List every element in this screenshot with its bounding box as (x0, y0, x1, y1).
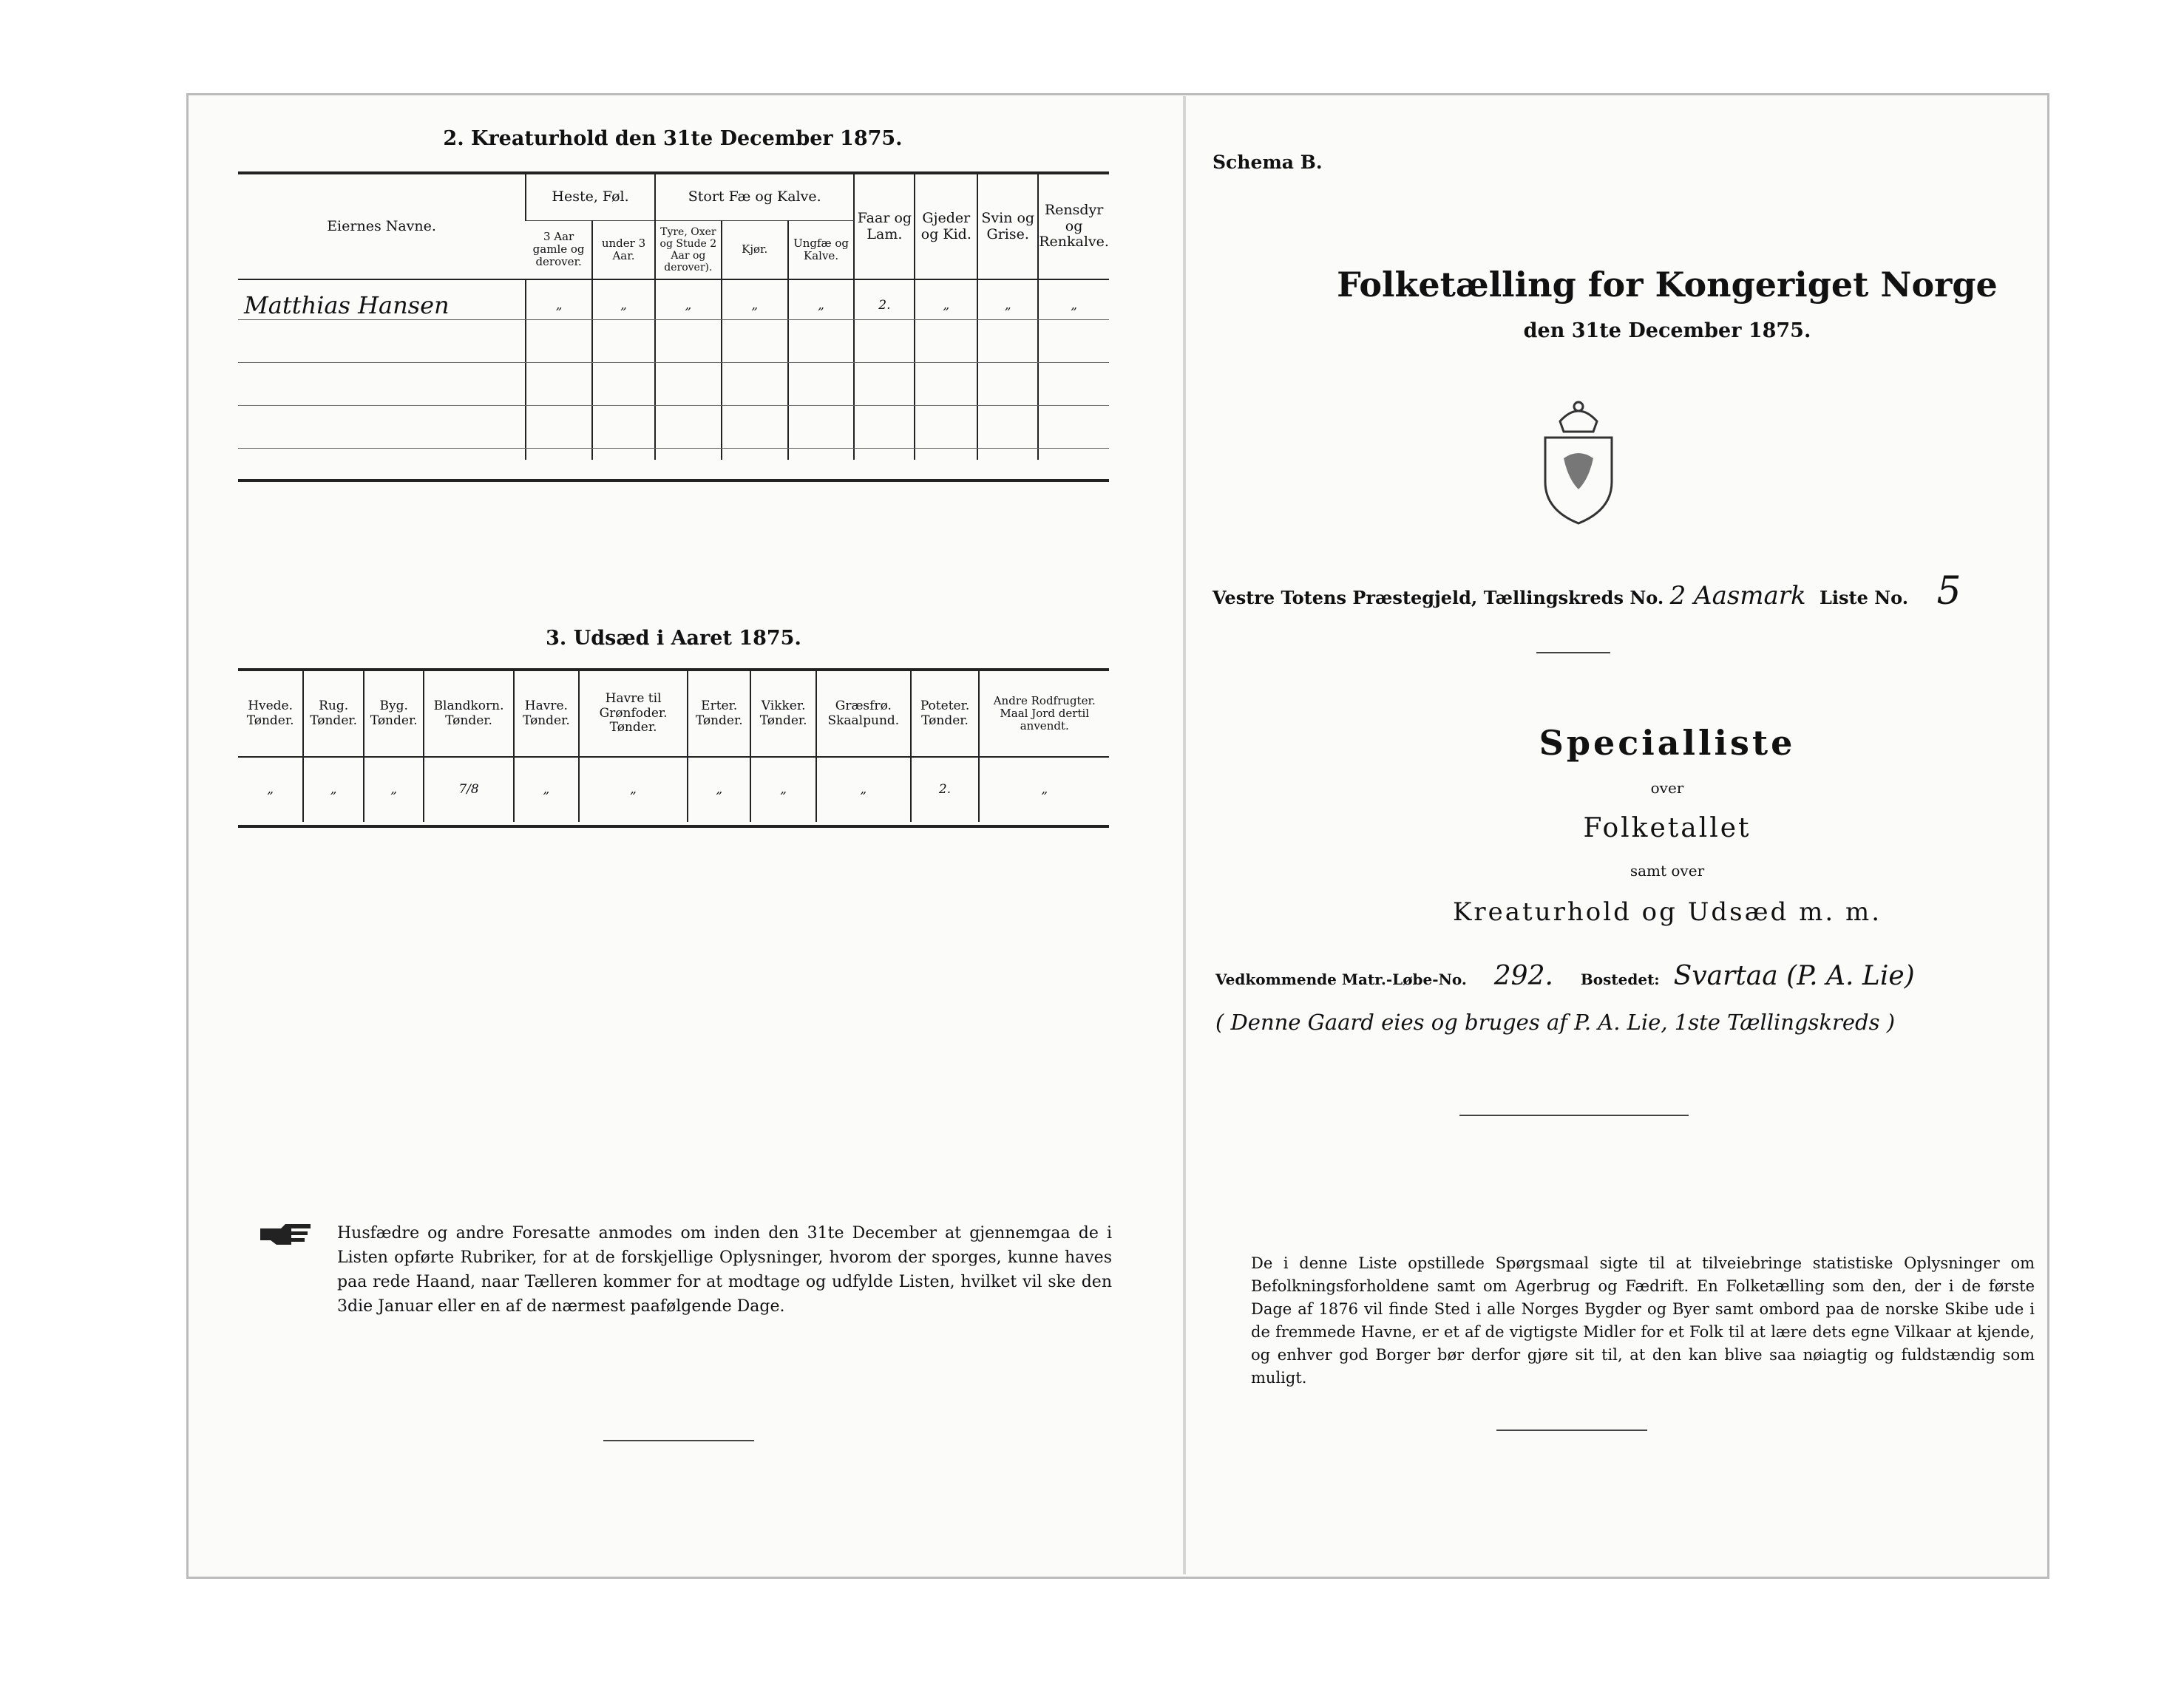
district-line (1213, 569, 2026, 613)
livestock-table (238, 174, 1109, 460)
left-end-rule (603, 1440, 754, 1441)
seed-value: „ (688, 757, 750, 822)
district-printed: Vestre Totens Præstegjeld, Tællingskreds No. (1213, 587, 1664, 608)
short-rule (1536, 652, 1610, 653)
kjor-header: Kjør. (722, 220, 788, 279)
liste-handwritten: 5 (1936, 569, 1961, 613)
kreaturhold-label: Kreaturhold og Udsæd m. m. (1452, 897, 1882, 927)
stortfae-group-header: Stort Fæ og Kalve. (655, 174, 855, 220)
seed-value: „ (579, 757, 688, 822)
seed-value: „ (267, 781, 274, 797)
matr-handwritten: 292. (1493, 961, 1553, 991)
table2-row-line (238, 448, 1109, 449)
table2-row-line (238, 405, 1109, 406)
livestock-value: „ (592, 279, 655, 331)
livestock-value: „ (722, 279, 788, 331)
seed-header: Erter. Tønder. (688, 671, 750, 757)
page-fold (1183, 96, 1186, 1574)
livestock-value: „ (655, 279, 722, 331)
seed-header: Andre Rodfrugter. Maal Jord dertil anvendt. (979, 671, 1109, 757)
pointing-hand-icon (257, 1218, 316, 1248)
seed-header: Rug. Tønder. (303, 671, 364, 757)
seed-value: „ (979, 757, 1109, 822)
table2-row-line (238, 319, 1109, 320)
ownership-note: ( Denne Gaard eies og bruges af P. A. Lie, 1ste Tællingskreds ) (1215, 1010, 1896, 1035)
table2-bottom-rule (238, 479, 1109, 482)
explanation-paragraph: De i denne Liste opstillede Spørgsmaal sigte til at tilveiebringe statistiske Oplysninger om Befolkningsforholdene samt om Agerbrug og Fædrift. En Folketælling som den, der i de første Dage af 1876 vil finde Sted i alle Norges Bygder og Byer samt ombord paa de norske Skibe ude i de fremmede Havne, er et af de vigtigste Midler for et Folk til at lære dets egne Vilkaar at kjende, og enhver god Borger bør derfor gjøre sit til, at den kan blive saa nøiagtig og fuldstændig som muligt. (1251, 1254, 2035, 1387)
faar-header: Faar og Lam. (854, 174, 915, 279)
heste-under3-header: under 3 Aar. (592, 220, 655, 279)
seed-value: 2. (911, 757, 980, 822)
seed-value: „ (750, 757, 816, 822)
right-end-rule (1496, 1430, 1647, 1431)
livestock-value: „ (977, 279, 1038, 331)
mid-rule (1459, 1115, 1689, 1116)
seed-header: Byg. Tønder. (364, 671, 424, 757)
livestock-value: „ (788, 279, 855, 331)
notice-text: Husfædre og andre Foresatte anmodes om inden den 31te December at gjennemgaa de i Listen opførte Rubriker, for at de forskjellige Oplysninger, hvorom der sporges, kunne haves paa rede Haand, naar Tælleren kommer for at modtage og udfylde Listen, hvilket vil ske den 3die Januar eller en af de nærmest paafølgende Dage. (337, 1224, 1112, 1316)
seed-header: Vikker. Tønder. (750, 671, 816, 757)
bosted-printed: Bostedet: (1580, 971, 1660, 988)
section2-title: 2. Kreaturhold den 31te December 1875. (443, 127, 903, 150)
heste-3aar-header: 3 Aar gamle og derover. (532, 229, 585, 269)
gjeder-header: Gjeder og Kid. (915, 174, 977, 279)
seed-header: Havre til Grønfoder. Tønder. (579, 671, 688, 757)
livestock-value: „ (1038, 279, 1109, 331)
section3-title: 3. Udsæd i Aaret 1875. (546, 627, 801, 650)
owner-header: Eiernes Navne. (327, 217, 436, 234)
census-date: den 31te December 1875. (1523, 319, 1811, 342)
seed-header: Poteter. Tønder. (911, 671, 980, 757)
livestock-value: „ (915, 279, 977, 331)
livestock-value: 2. (854, 279, 915, 331)
seed-value: „ (514, 757, 579, 822)
table3-bottom-rule (238, 825, 1109, 828)
over-label: over (1650, 779, 1684, 797)
rensdyr-header: Rensdyr og Renkalve. (1038, 174, 1109, 279)
seed-header: Blandkorn. Tønder. (424, 671, 513, 757)
seed-header: Havre. Tønder. (514, 671, 579, 757)
district-handwritten: 2 Aasmark (1669, 581, 1806, 611)
livestock-value: „ (526, 279, 592, 331)
seed-value: „ (816, 757, 911, 822)
liste-printed: Liste No. (1820, 587, 1909, 608)
seed-value: 7/8 (424, 757, 513, 822)
folketallet-label: Folketallet (1583, 813, 1751, 843)
seed-value: „ (364, 757, 424, 822)
table2-row-line (238, 362, 1109, 363)
seed-value: „ (303, 757, 364, 822)
matr-line (1215, 961, 2029, 991)
ungfae-header: Ungfæ og Kalve. (788, 220, 855, 279)
svin-header: Svin og Grise. (977, 174, 1038, 279)
schema-label: Schema B. (1213, 152, 1323, 173)
seed-table (238, 671, 1109, 822)
bosted-handwritten: Svartaa (P. A. Lie) (1673, 961, 1915, 991)
specialliste-title: Specialliste (1539, 723, 1796, 763)
seed-header: Hvede. Tønder. (246, 698, 294, 728)
samt-over-label: samt over (1629, 862, 1705, 880)
heste-group-header: Heste, Føl. (526, 174, 655, 220)
owner-name: Matthias Hansen (244, 291, 450, 320)
seed-header: Græsfrø. Skaalpund. (816, 671, 911, 757)
matr-printed: Vedkommende Matr.-Løbe-No. (1215, 971, 1467, 988)
tyre-header: Tyre, Oxer og Stude 2 Aar og derover). (655, 220, 722, 279)
census-title: Folketælling for Kongeriget Norge (1337, 265, 1998, 305)
coat-of-arms-icon (1530, 399, 1627, 526)
